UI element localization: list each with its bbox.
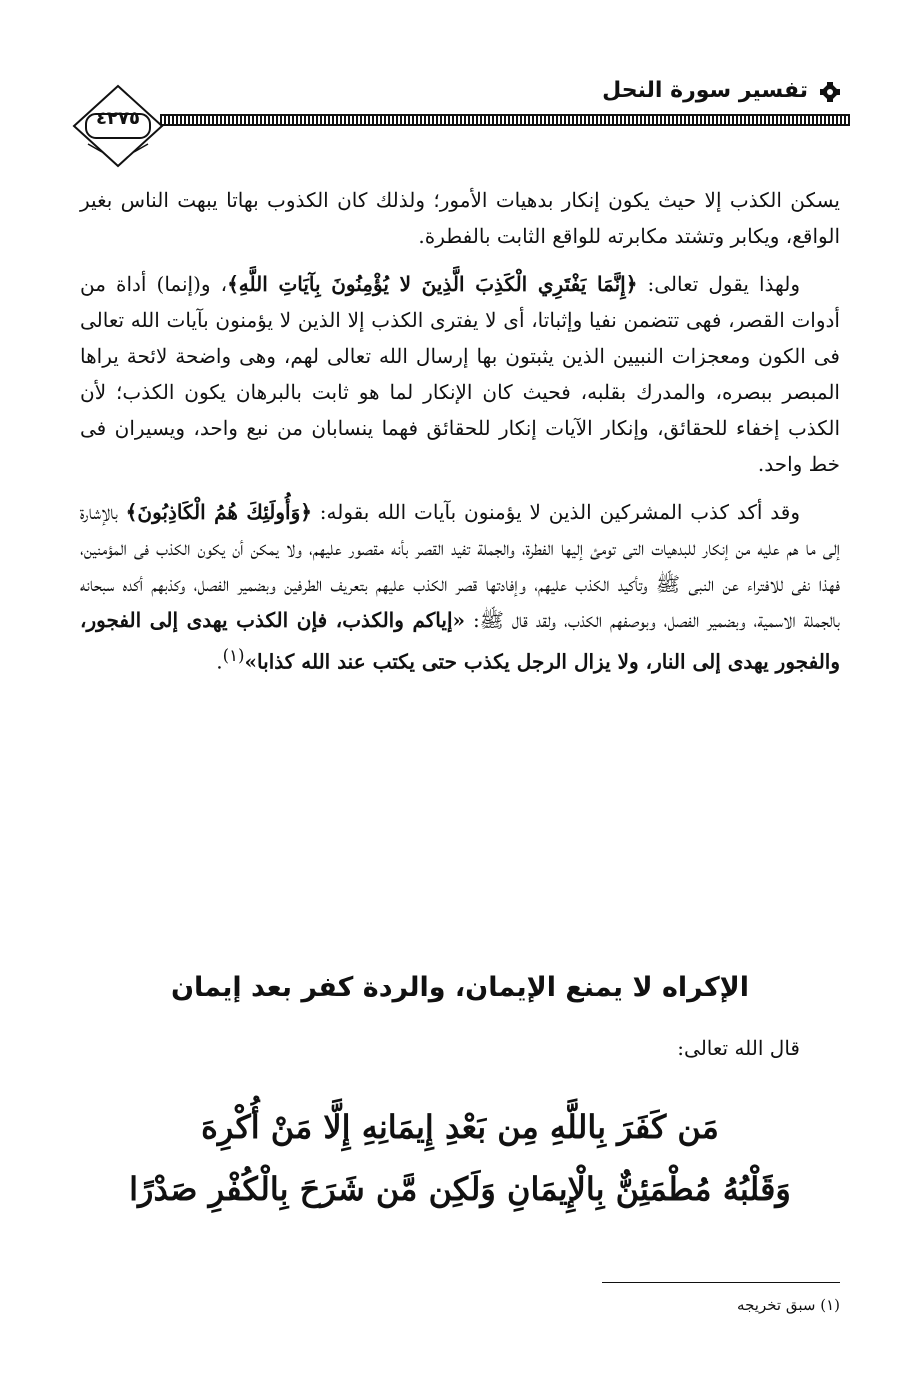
footnote-rule [602, 1282, 840, 1283]
running-title: تفسير سورة النحل [602, 78, 808, 103]
ornament-icon [818, 80, 842, 104]
paragraph-2 [80, 266, 840, 482]
paragraph-2-lead: ولهذا يقول تعالى: [637, 272, 800, 296]
verse-intro: قال الله تعالى: [677, 1036, 800, 1060]
paragraph-1: يسكن الكذب إلا حيث يكون إنكار بدهيات الأمور؛ ولذلك كان الكذوب بهاتا يبهت الناس بغير الواقع، ويكابر وتشتد مكابرته للواقع الثابت بالفطرة. [80, 188, 840, 248]
quran-quote: ﴿وَأُولَئِكَ هُمُ الْكَاذِبُونَ﴾ [125, 500, 312, 524]
body-text [80, 182, 840, 692]
quran-quote: ﴿إِنَّمَا يَفْتَرِي الْكَذِبَ الَّذِينَ لا يُؤْمِنُونَ بِآيَاتِ اللَّهِ﴾ [227, 272, 638, 296]
paragraph-2-body: ، و(إنما) أداة من أدوات القصر، فهى تتضمن نفيا وإثباتا، أى لا يفترى الكذب إلا الذين لا يؤمنون بآيات الله تعالى فى الكون ومعجزات النبيين الذين يثبتون بها إرسال الله تعالى لهم، وهى واضحة لائحة يراها المبصر ببصره، والمدرك بقلبه، فحيث كان الإنكار لما هو ثابت بالبرهان يكون الكذب؛ لأن الكذب إخفاء للحقائق، وإنكار الآيات إنكار للحقائق فهما ينسابان من نبع واحد، ويسيران فى خط واحد. [80, 272, 840, 476]
paragraph-3-end: . [216, 649, 223, 674]
verse-line-1: مَن كَفَرَ بِاللَّهِ مِن بَعْدِ إِيمَانِهِ إِلَّا مَنْ أُكْرِهَ [201, 1108, 719, 1146]
verse-line-2: وَقَلْبُهُ مُطْمَئِنٌّ بِالْإِيمَانِ وَلَكِن مَّن شَرَحَ بِالْكُفْرِ صَدْرًا [129, 1170, 791, 1208]
paragraph-3-lead: وقد أكد كذب المشركين الذين لا يؤمنون بآيات الله بقوله: [311, 500, 801, 524]
footnote-marker[interactable]: (١) [222, 646, 245, 665]
section-heading: الإكراه لا يمنع الإيمان، والردة كفر بعد إيمان [170, 972, 750, 1003]
page-header [70, 68, 850, 168]
header-rule [160, 114, 850, 126]
quran-verse-block [120, 1096, 800, 1220]
paragraph-3-body: بالإشارة إلى ما هم عليه من إنكار للبدهيات التى تومئ إليها الفطرة، والجملة تفيد القصر بأنه مقصور عليهم، ولا يمكن أن يكون الكذب فى المؤمنين، فهذا نفى للافتراء عن النبى ﷺ وتأكيد الكذب عليهم، وإفادتها قصر الكذب عليهم بتعريف الطرفين وبضمير الفصل، وكذبهم أكده سبحانه بالجملة الاسمية، وبضمير الفصل، وبوصفهم الكذب، ولقد قال ﷺ: [80, 500, 840, 632]
paragraph-3 [80, 494, 840, 680]
page-number: ٤٢٧٥ [96, 108, 140, 129]
hadith-quote: «إياكم والكذب، فإن الكذب يهدى إلى الفجور، والفجور يهدى إلى النار، ولا يزال الرجل يكذب حتى يكتب عند الله كذابا» [80, 608, 840, 674]
footnote: (١) سبق تخريجه [737, 1296, 840, 1314]
